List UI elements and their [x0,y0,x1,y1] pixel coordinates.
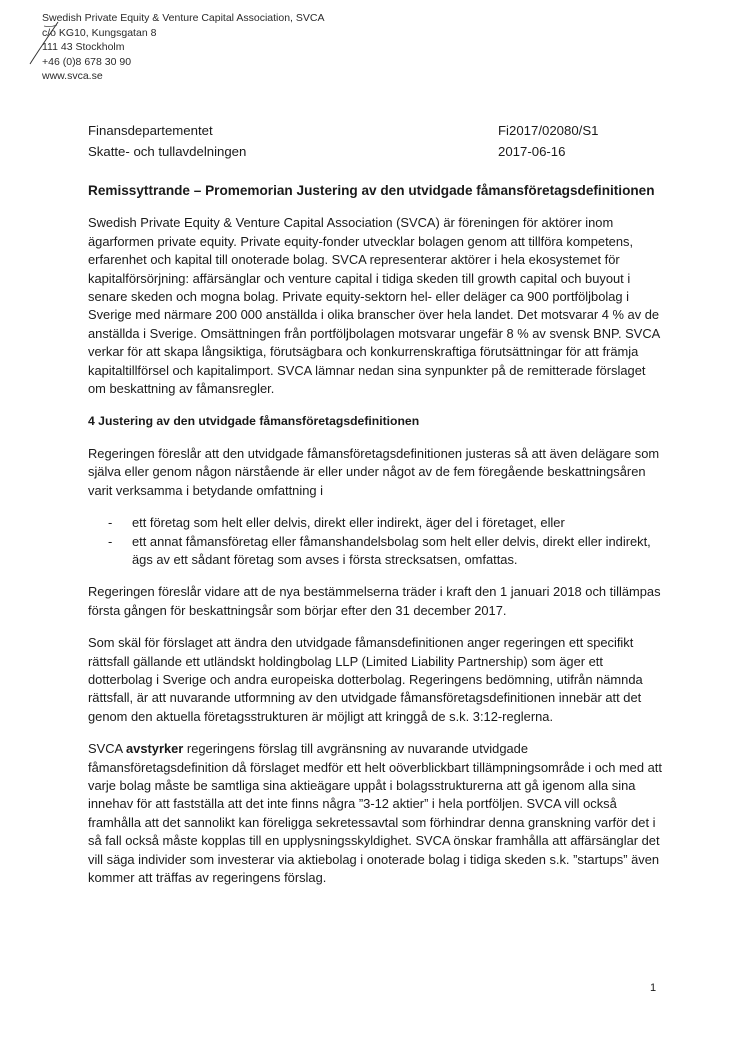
section-paragraph-4 [88,740,666,887]
intro-paragraph: Swedish Private Equity & Venture Capital Association (SVCA) är föreningen för aktörer inom ägarformen private equity. Private equity-fonder utvecklar bolagen genom att tillföra kompetens, erfarenhet och kapital till onoterade bolag. SVCA representerar aktörer i hela ekosystemet för kapitalförsörjning: affärsänglar och venture capital i tidiga skeden till growth capital och buyout i senare skeden och mogna bolag. Private equity-sektorn hel- eller deläger ca 900 portföljbolag i Sverige med närmare 200 000 anställda i olika branscher över hela landet. Det motsvarar 4 % av de anställda i Sverige. Omsättningen från portföljbolagen motsvarar ungefär 8 % av svensk BNP. SVCA verkar för att skapa långsiktiga, förutsägbara och konkurrenskraftiga förutsättningar för att främja kapitaltillförsel och kapitalimport. SVCA lämnar nedan sina synpunkter på de remitterade förslaget om beskattning av fåmansregler. [88,215,660,397]
sender-web: www.svca.se [42,70,103,83]
sender-name: Swedish Private Equity & Venture Capital Association, SVCA [42,12,325,24]
section-heading: 4 Justering av den utvidgade fåmansföretagsdefinitionen [88,414,420,429]
section-paragraph-2: Regeringen föreslår vidare att de nya bestämmelserna träder i kraft den 1 januari 2018 och tillämpas första gången för beskattningsår som börjar efter den 31 december 2017. [88,584,661,618]
document-body [88,182,666,901]
recipient-line1: Finansdepartementet [88,123,213,138]
sender-phone: +46 (0)8 678 30 90 [42,55,132,68]
section-paragraph-3: Som skäl för förslaget att ändra den utvidgade fåmansdefinitionen anger regeringen ett specifikt rättsfall gällande ett utländskt holdingbolag LLP (Limited Liability Partnership) som äger ett dotterbolag i Sverige och andra europeiska dotterbolag. Regeringens bedömning, utifrån nämnda rättsfall, är att nuvarande utformning av den utvidgade fåmansföretagsdefinitionen innebär att det genom den aktuella företagsstrukturen är möjligt att kringgå de s.k. 3:12-reglerna. [88,635,643,724]
recipient-block [88,120,246,162]
list-item: - ett annat fåmansföretag eller fåmanshandelsbolag som helt eller delvis, direkt eller indirekt, ägs av ett sådant företag som avses i första strecksatsen, omfattas. [88,533,666,570]
section-paragraph-1: Regeringen föreslår att den utvidgade fåmansföretagsdefinitionen justeras så att även delägare som själva eller genom någon närstående är eller under något av de fem föregående beskattningsåren varit verksamma i betydande omfattning i [88,445,660,498]
list-item: - ett företag som helt eller delvis, direkt eller indirekt, äger del i företaget, eller [88,514,666,532]
recipient-line2: Skatte- och tullavdelningen [88,144,247,159]
sender-address-block [42,11,324,84]
reference-date: 2017-06-16 [498,144,566,159]
sender-address: c/o KG10, Kungsgatan 8 [42,26,157,39]
para4-rest: regeringens förslag till avgränsning av nuvarande utvidgade fåmansföretagsdefinition då förslaget medför ett helt oöverblickbart tillämpningsområde i och med att varje bolag måste be samtliga sina aktieägare uppåt i bolagsstrukturerna att gå igenom alla sina innehav för att fastställa att det inte finns några ”3-12 aktier” i hela portföljen. SVCA vill också framhålla att det sannolikt kan föreligga sekretessavtal som förhindrar denna granskning varför det i så fall också måste kopplas till en upplysningsskyldighet. SVCA önskar framhålla att affärsänglar det vill säga individer som investerar via aktiebolag i onoterade bolag i tidiga skeden s.k. ”startups” även kommer att träffas av regeringens förslag. [88,741,662,885]
reference-block [498,120,598,162]
para4-lead: SVCA [88,741,126,757]
bullet-list [88,514,666,569]
avstyrker-emphasis: avstyrker [125,741,184,757]
document-title: Remissyttrande – Promemorian Justering av den utvidgade fåmansföretagsdefinitionen [88,183,655,198]
sender-postal: 111 43 Stockholm [42,41,125,54]
page-number: 1 [650,982,657,994]
reference-number: Fi2017/02080/S1 [498,123,599,138]
